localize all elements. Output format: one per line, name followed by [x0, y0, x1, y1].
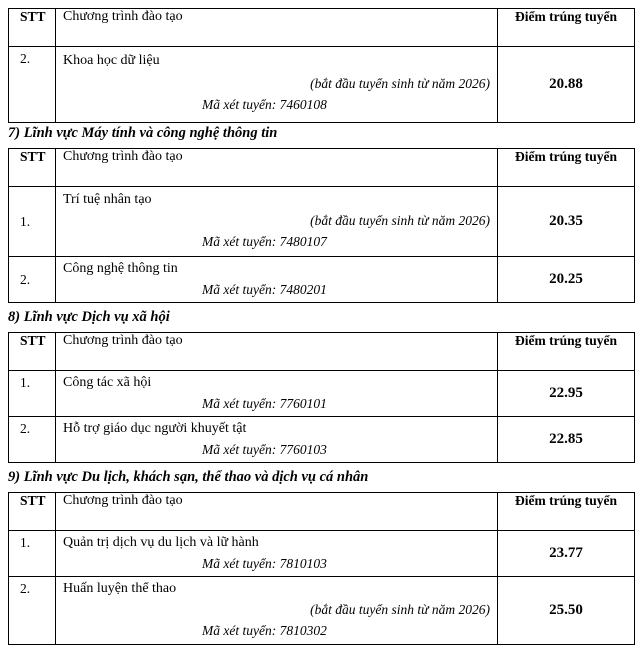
program-code: Mã xét tuyển: 7810103	[202, 556, 327, 571]
table-row	[9, 417, 635, 463]
program-note: (bắt đầu tuyển sinh từ năm 2026)	[310, 76, 490, 91]
row-program	[56, 187, 498, 257]
row-score: 20.25	[498, 257, 635, 303]
row-program	[56, 577, 498, 645]
row-stt: 1.	[9, 371, 56, 417]
header-score: Điểm trúng tuyển	[498, 493, 635, 531]
header-score: Điểm trúng tuyển	[498, 333, 635, 371]
header-score: Điểm trúng tuyển	[498, 9, 635, 47]
row-program	[56, 531, 498, 577]
row-score: 20.88	[498, 47, 635, 123]
header-stt: STT	[9, 149, 56, 187]
table-header-row	[9, 333, 635, 371]
row-program	[56, 47, 498, 123]
header-program: Chương trình đào tạo	[56, 9, 498, 47]
program-note: (bắt đầu tuyển sinh từ năm 2026)	[310, 213, 490, 228]
header-program: Chương trình đào tạo	[56, 149, 498, 187]
admission-table-section-9	[8, 492, 635, 645]
admission-table-section-8	[8, 332, 635, 463]
program-code: Mã xét tuyển: 7810302	[202, 623, 327, 638]
program-name: Quản trị dịch vụ du lịch và lữ hành	[63, 535, 259, 550]
program-name: Công nghệ thông tin	[63, 261, 178, 276]
section-heading-8: 8) Lĩnh vực Dịch vụ xã hội	[8, 309, 170, 325]
table-header-row	[9, 493, 635, 531]
row-stt: 2.	[9, 257, 56, 303]
row-program	[56, 371, 498, 417]
header-stt: STT	[9, 9, 56, 47]
row-score: 22.95	[498, 371, 635, 417]
row-score: 25.50	[498, 577, 635, 645]
row-stt: 2.	[9, 577, 56, 645]
row-stt: 2.	[9, 47, 56, 123]
table-row	[9, 531, 635, 577]
program-name: Khoa học dữ liệu	[63, 53, 160, 68]
header-stt: STT	[9, 333, 56, 371]
section-heading-7: 7) Lĩnh vực Máy tính và công nghệ thông tin	[8, 125, 278, 141]
header-score: Điểm trúng tuyển	[498, 149, 635, 187]
table-header-row	[9, 9, 635, 47]
table-row	[9, 257, 635, 303]
header-stt: STT	[9, 493, 56, 531]
row-score: 23.77	[498, 531, 635, 577]
row-stt: 1.	[9, 187, 56, 257]
table-row	[9, 47, 635, 123]
program-code: Mã xét tuyển: 7760103	[202, 442, 327, 457]
row-score: 20.35	[498, 187, 635, 257]
row-program	[56, 417, 498, 463]
table-row	[9, 577, 635, 645]
table-header-row	[9, 149, 635, 187]
program-note: (bắt đầu tuyển sinh từ năm 2026)	[310, 602, 490, 617]
table-row	[9, 371, 635, 417]
table-row	[9, 187, 635, 257]
row-program	[56, 257, 498, 303]
header-program: Chương trình đào tạo	[56, 493, 498, 531]
admission-table-section-7	[8, 148, 635, 303]
row-stt: 2.	[9, 417, 56, 463]
program-code: Mã xét tuyển: 7480201	[202, 282, 327, 297]
header-program: Chương trình đào tạo	[56, 333, 498, 371]
program-code: Mã xét tuyển: 7460108	[202, 97, 327, 112]
section-heading-9: 9) Lĩnh vực Du lịch, khách sạn, thể thao và dịch vụ cá nhân	[8, 469, 369, 485]
admission-table-data-science	[8, 8, 635, 123]
program-name: Công tác xã hội	[63, 375, 152, 390]
program-name: Huấn luyện thể thao	[63, 581, 177, 596]
row-stt: 1.	[9, 531, 56, 577]
row-score: 22.85	[498, 417, 635, 463]
program-code: Mã xét tuyển: 7760101	[202, 396, 327, 411]
program-code: Mã xét tuyển: 7480107	[202, 234, 327, 249]
program-name: Hỗ trợ giáo dục người khuyết tật	[63, 421, 247, 436]
program-name: Trí tuệ nhân tạo	[63, 192, 152, 207]
